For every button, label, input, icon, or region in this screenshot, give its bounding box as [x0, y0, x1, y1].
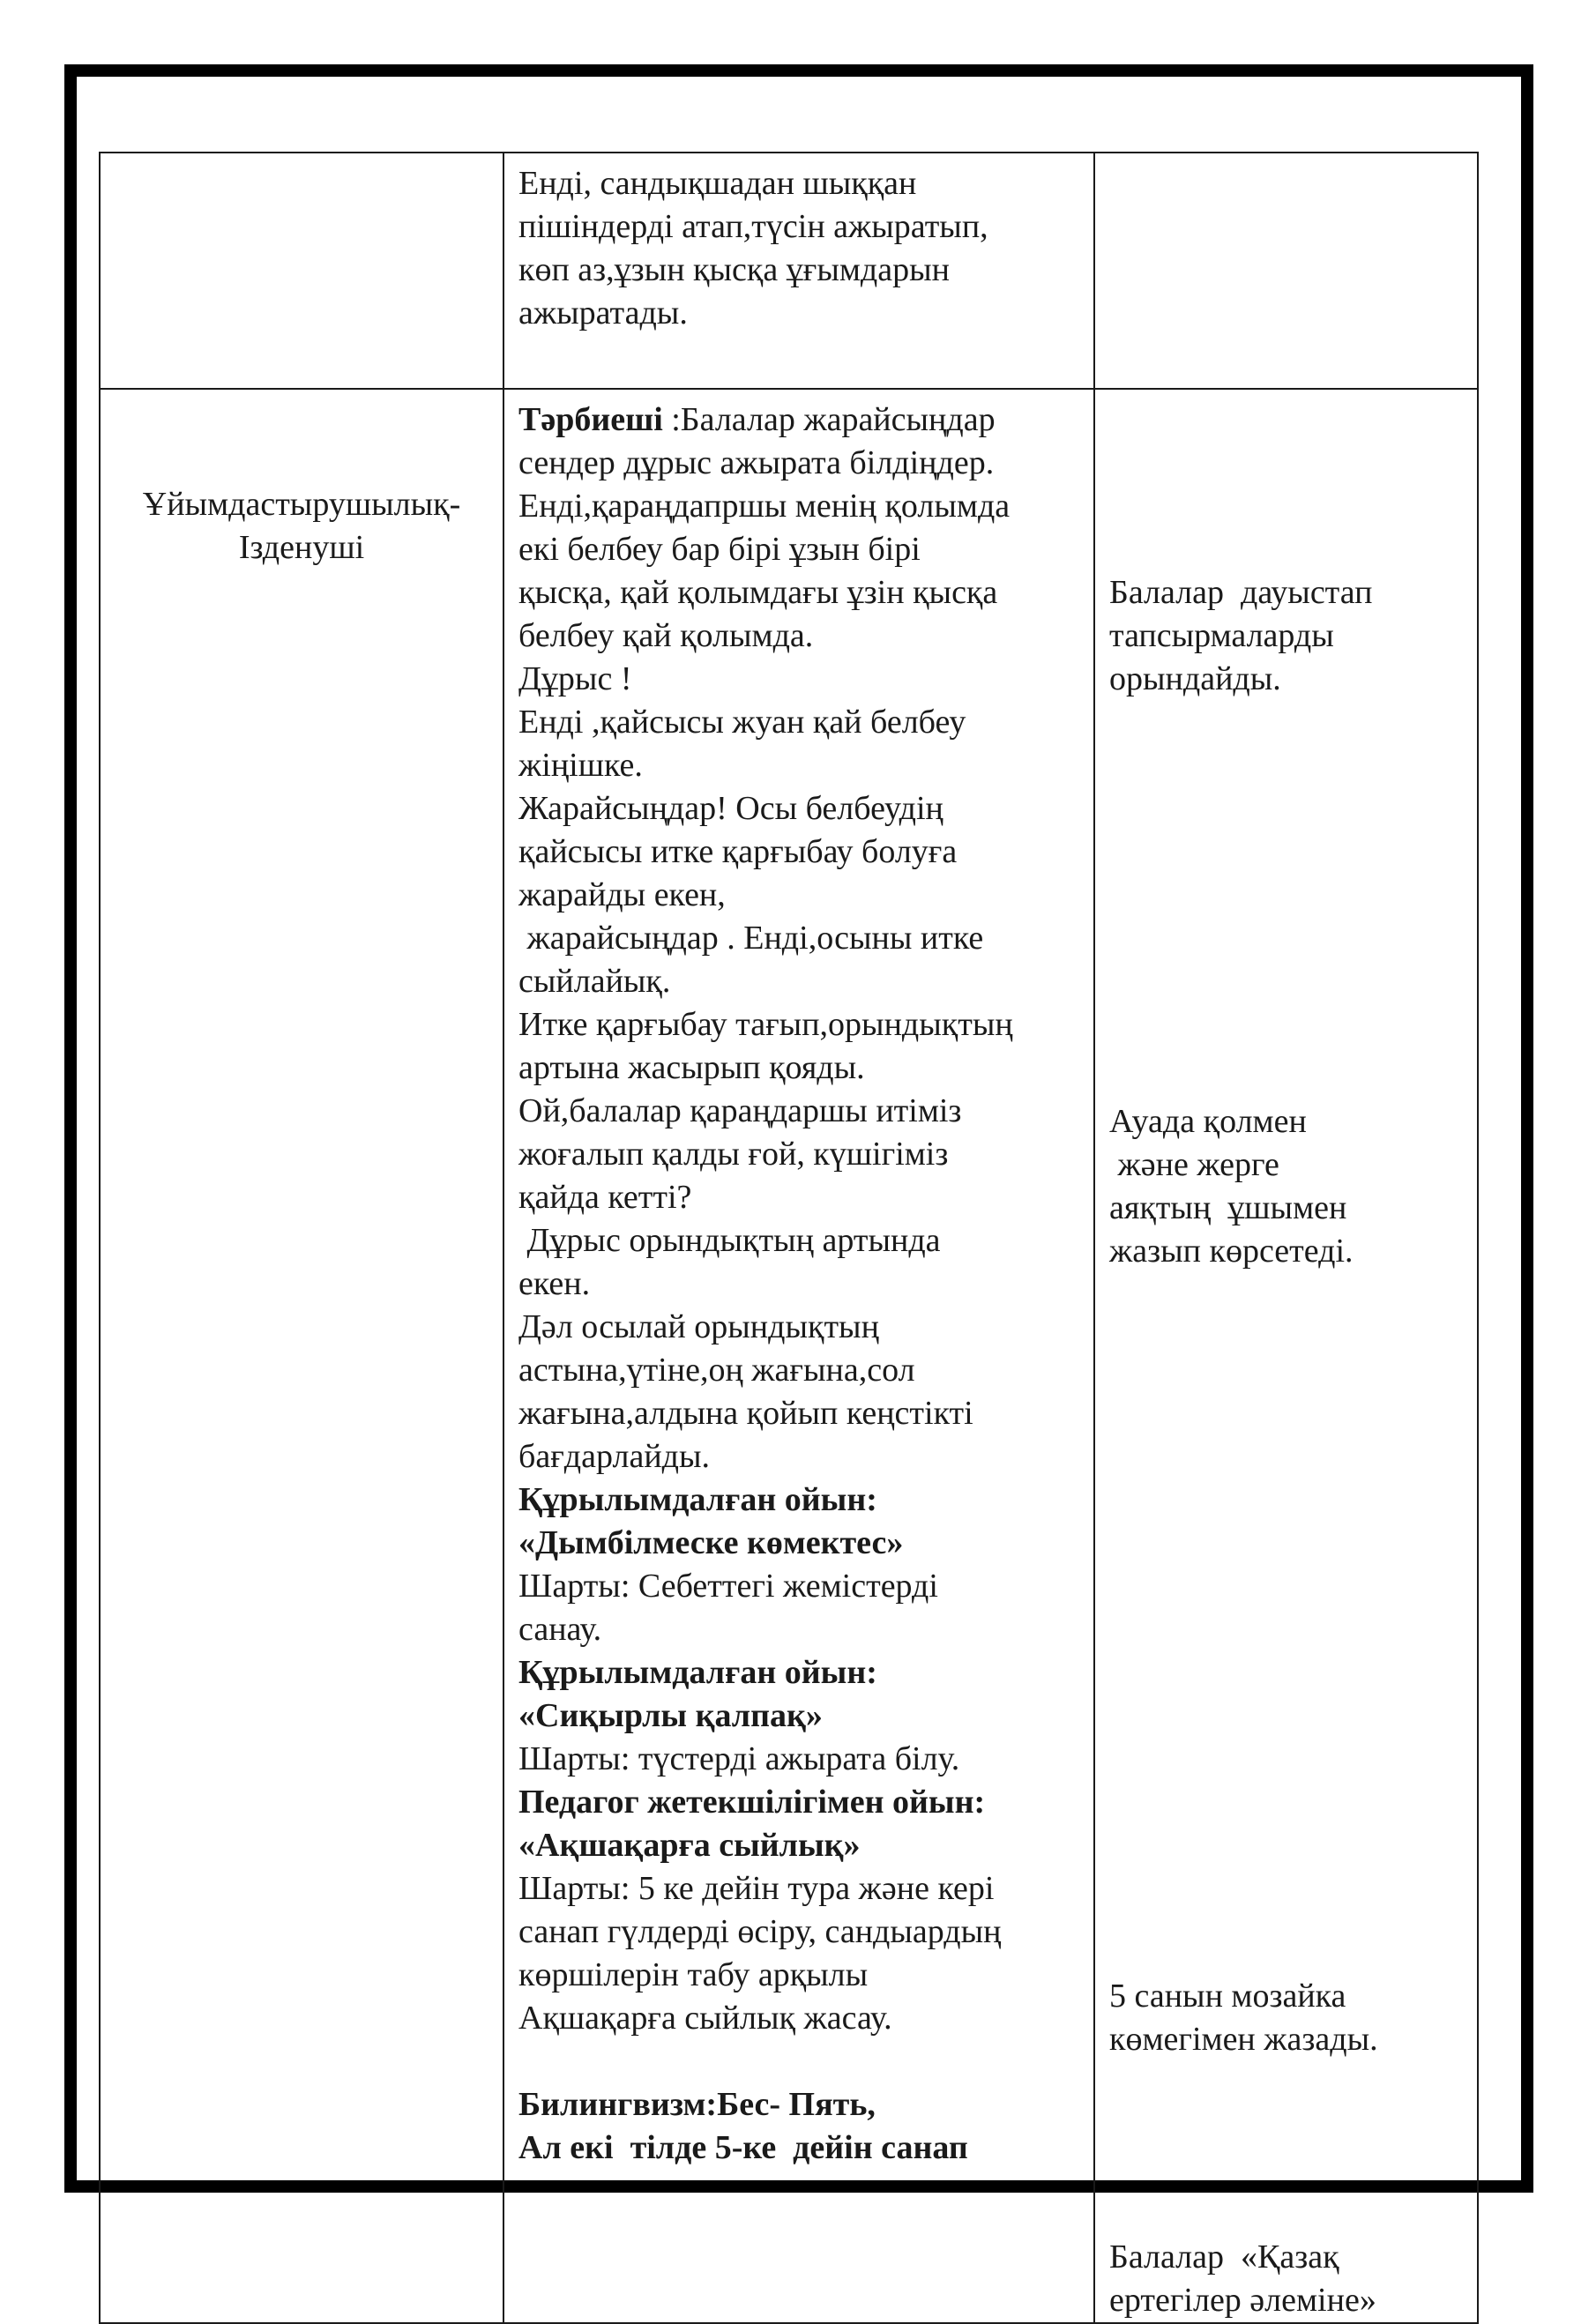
text-line: санау.: [518, 1611, 602, 1648]
text-line: белбеу қай қолымда.: [518, 617, 814, 654]
stage-cell-empty: [100, 153, 503, 389]
text-line: жіңішке.: [518, 747, 643, 784]
text-line: Шарты: Себеттегі жемістерді: [518, 1568, 938, 1605]
text-line: жарайды екен,: [518, 876, 726, 913]
text-line: Ой,балалар қараңдаршы итіміз: [518, 1092, 962, 1129]
bold-text-line: «Дымбілмеске көмектес»: [518, 1524, 904, 1561]
text-line: ажыратады.: [518, 294, 688, 331]
text-line: екі белбеу бар бірі ұзын бірі: [518, 531, 921, 568]
text-line: бағдарлайды.: [518, 1438, 711, 1475]
text-line: қайсысы итке қарғыбау болуға: [518, 833, 958, 870]
bold-text-line: Ал екі тілде 5-ке дейін санап: [518, 2129, 968, 2166]
text-line: орындайды.: [1109, 660, 1281, 697]
stage-name-line: Ізденуші: [238, 529, 365, 566]
text-line: Дұрыс !: [518, 660, 632, 697]
text-line: Енді ,қайсысы жуан қай белбеу: [518, 704, 966, 741]
text-line: Балалар дауыстап: [1109, 574, 1373, 611]
bold-text-line: Билингвизм:Бес- Пять,: [518, 2086, 876, 2123]
text-line: Жарайсыңдар! Осы белбеудің: [518, 790, 943, 827]
text-line: көмегімен жазады.: [1109, 2021, 1378, 2058]
text-line: жазып көрсетеді.: [1109, 1233, 1354, 1270]
text-line: Енді, сандықшадан шыққан: [518, 165, 917, 202]
text-line: Ауада қолмен: [1109, 1103, 1307, 1140]
text-line: астына,үтіне,оң жағына,сол: [518, 1352, 915, 1389]
text-line: 5 санын мозайка: [1109, 1978, 1346, 2015]
text-line: қайда кетті?: [518, 1179, 692, 1216]
text-line: жоғалып қалды ғой, күшігіміз: [518, 1136, 949, 1173]
teacher-lines: [518, 442, 1079, 2170]
text-line: жарайсыңдар . Енді,осыны итке: [518, 920, 984, 957]
text-line: көп аз,ұзын қысқа ұғымдарын: [518, 251, 950, 288]
table-row: [100, 389, 1478, 2323]
text-line: санап гүлдерді өсіру, сандыардың: [518, 1913, 1002, 1950]
text-line: артына жасырып қояды.: [518, 1049, 865, 1086]
text-line: Итке қарғыбау тағып,орындықтың: [518, 1006, 1013, 1043]
lesson-plan-table: [99, 152, 1479, 2324]
stage-cell: [100, 389, 503, 2323]
bold-text-line: «Ақшақарға сыйлық»: [518, 1827, 861, 1864]
text-line: қысқа, қай қолымдағы ұзін қысқа: [518, 574, 998, 611]
teacher-activity-cell: [503, 389, 1094, 2323]
text-line: екен.: [518, 1265, 591, 1302]
text-line: сендер дұрыс ажырата білдіңдер.: [518, 444, 995, 481]
children-activity-cell-empty: [1094, 153, 1478, 389]
text-line: Енді,қараңдапршы менің қолымда: [518, 488, 1011, 525]
teacher-label: Тәрбиеші: [518, 401, 663, 438]
stage-name-line: Ұйымдастырушылық-: [142, 486, 461, 523]
text-line: тапсырмаларды: [1109, 617, 1334, 654]
text-line: және жерге: [1109, 1146, 1279, 1183]
table-row: [100, 153, 1478, 389]
children-activity-cell: [1094, 389, 1478, 2323]
text-line: Ақшақарға сыйлық жасау.: [518, 2000, 892, 2037]
text-line: [518, 2040, 1079, 2083]
text-line: көршілерін табу арқылы: [518, 1956, 869, 1993]
teacher-activity-cell: [503, 153, 1094, 389]
text-line: пішіндерді атап,түсін ажыратып,: [518, 208, 988, 245]
text-line: жағына,алдына қойып кеңстікті: [518, 1395, 973, 1432]
bold-text-line: Педагог жетекшілігімен ойын:: [518, 1784, 986, 1821]
text-line: Шарты: 5 ке дейін тура және кері: [518, 1870, 995, 1907]
bold-text-line: Құрылымдалған ойын:: [518, 1654, 877, 1691]
text-line: Балалар «Қазақ: [1109, 2238, 1339, 2276]
teacher-intro-line: [518, 399, 1079, 442]
text-line: ертегілер әлеміне»: [1109, 2282, 1376, 2319]
text-line: Шарты: түстерді ажырата білу.: [518, 1740, 960, 1777]
bold-text-line: «Сиқырлы қалпақ»: [518, 1697, 823, 1734]
text-line: сыйлайық.: [518, 963, 671, 1000]
bold-text-line: Құрылымдалған ойын:: [518, 1481, 877, 1518]
text-line: аяқтың ұшымен: [1109, 1189, 1347, 1226]
text-line: Дәл осылай орындықтың: [518, 1308, 879, 1345]
text-line: Дұрыс орындықтың артында: [518, 1222, 941, 1259]
teacher-intro-text: :Балалар жарайсыңдар: [662, 401, 996, 438]
